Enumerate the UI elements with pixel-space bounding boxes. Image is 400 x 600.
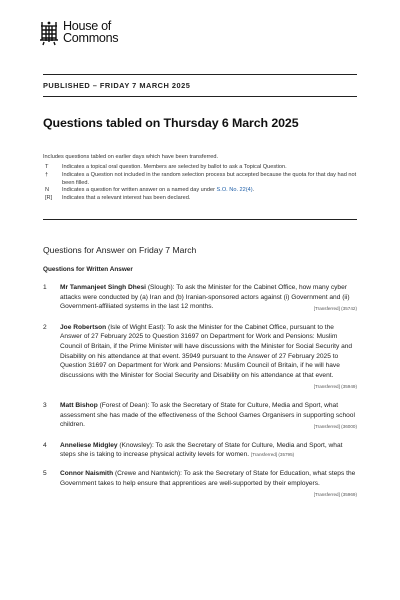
constituency: (Slough):: [145, 284, 175, 291]
question-list: [43, 283, 357, 509]
intro-note: Includes questions tabled on earlier days which have been transferred.: [43, 154, 219, 160]
constituency: (Crewe and Nantwich):: [113, 469, 183, 477]
legend-text: [62, 187, 357, 195]
member-name: Mr Tanmanjeet Singh Dhesi: [60, 284, 146, 291]
question-item: [43, 283, 357, 314]
legend-item: [43, 195, 357, 203]
legend-symbol: N: [45, 187, 50, 194]
legend-item: [43, 172, 357, 188]
question-number: 1: [43, 284, 47, 291]
section-heading: Questions for Answer on Friday 7 March: [43, 245, 197, 255]
page-title: Questions tabled on Thursday 6 March 2025: [43, 116, 299, 130]
question-number: 5: [43, 469, 47, 477]
publication-date: PUBLISHED – FRIDAY 7 MARCH 2025: [43, 81, 191, 90]
house-of-commons-logo: [39, 20, 118, 50]
question-text: To ask the Secretary of State for Culture, Media and Sport, what steps she is taking to increase physical activity levels for women.: [60, 441, 343, 459]
question-item: [43, 401, 357, 432]
legend-symbol: T: [45, 164, 49, 170]
legend-text: Indicates a Question not included in the random selection process but accepted because the quota for that day had not been filled.: [62, 171, 357, 186]
logo-line-2: Commons: [63, 31, 119, 45]
top-divider: [43, 74, 357, 75]
legend-symbol: †: [45, 171, 49, 178]
legend-item: [43, 187, 357, 195]
legend-text-after: .: [252, 187, 255, 194]
question-text: To ask the Minister for the Cabinet Office, how many cyber attacks were conducted by (a) Iran and (b) Iranian-sponsored actors against (i) Government and (ii) Government-affiliated systems in the last 12 months.: [60, 284, 350, 311]
constituency: (Forest of Dean):: [97, 401, 150, 409]
question-item: [43, 441, 357, 460]
legend: [43, 164, 357, 203]
legend-divider: [43, 219, 357, 220]
member-name: Matt Bishop: [60, 401, 98, 409]
legend-text-before: Indicates a question for written answer on a named day under: [62, 187, 217, 194]
question-text: To ask the Minister for the Cabinet Office, pursuant to the Answer of 27 February 2025 to Question 31697 on Department for Work and Pensions: Muslim Council of Britain, if the Prime Minister will have discussions with the Minister for Social Security and Disability on his attendance at that event. 35949 pursuant to the Answer of 27 February 2025 to Question 31697 on Department for Work and Pensions: Muslim Council of Britain, if he will have discussions with the Minister for Social Security and Disability on his attendance at that event.: [60, 323, 353, 379]
question-tag: [Transferred] (35969): [313, 492, 357, 498]
sub-heading: Questions for Written Answer: [43, 266, 133, 273]
question-item: [43, 323, 357, 392]
question-tag: [Transferred] (35949): [313, 384, 357, 390]
published-divider: [43, 96, 357, 97]
member-name: Anneliese Midgley: [60, 441, 118, 449]
question-number: 4: [43, 441, 47, 449]
legend-symbol: [R]: [45, 195, 53, 202]
legend-text: Indicates that a relevant interest has been declared.: [62, 195, 191, 202]
member-name: Connor Naismith: [60, 469, 114, 477]
question-number: 3: [43, 401, 47, 409]
question-text: To ask the Secretary of State for Education, what steps the Government takes to help ensure that apprentices are well-supported by their employers.: [60, 469, 356, 487]
constituency: (Isle of Wight East):: [106, 323, 166, 331]
standing-order-link[interactable]: S.O. No. 22(4): [216, 187, 253, 194]
question-tag: [Transferred] (35742): [313, 306, 357, 312]
member-name: Joe Robertson: [60, 323, 107, 331]
question-number: 2: [43, 323, 47, 331]
question-tag: [Transferred] (36000): [313, 424, 357, 430]
portcullis-icon: [39, 20, 59, 46]
question-text: To ask the Secretary of State for Culture, Media and Sport, what assessment she has made of the effectiveness of the School Games Organisers in supporting school children.: [60, 401, 355, 429]
legend-item: [43, 164, 357, 172]
question-item: [43, 469, 357, 500]
logo-line-1: House of: [63, 19, 112, 33]
question-tag: [Transferred] (35795): [250, 452, 295, 458]
constituency: (Knowsley):: [117, 441, 154, 449]
legend-text: Indicates a topical oral question. Members are selected by ballot to ask a Topical Question.: [62, 164, 287, 170]
